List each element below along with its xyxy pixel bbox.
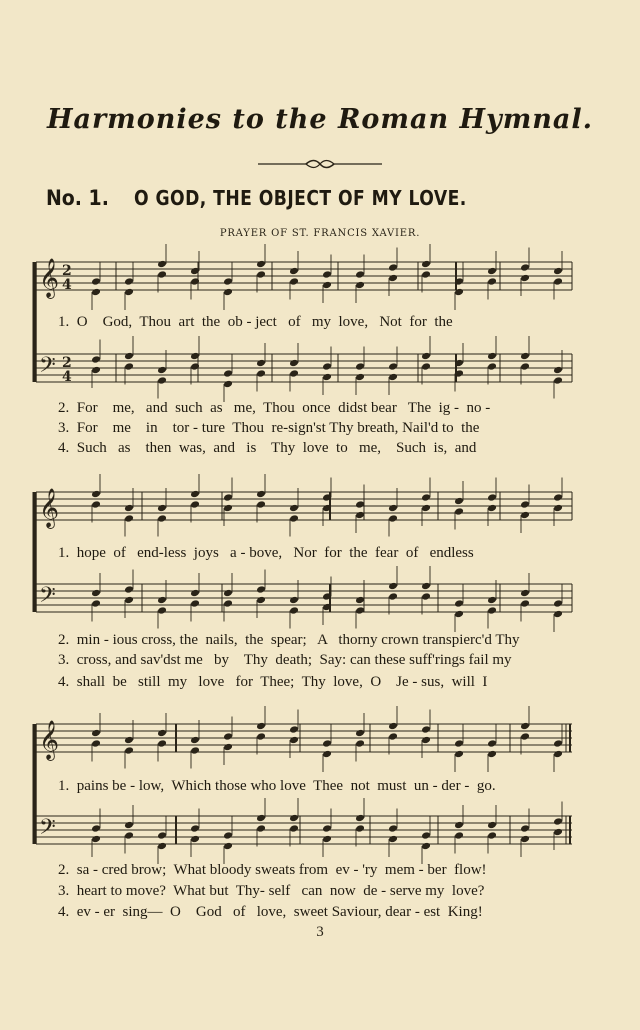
note-head [553,277,563,286]
note-head [322,270,332,279]
note-head [223,589,233,598]
note-head [487,352,497,361]
note-head [520,511,530,520]
note-head [91,599,101,608]
note-head [553,366,563,375]
note-head [91,824,101,833]
note-head [91,739,101,748]
verse-line: 3. cross, and sav'dst me by Thy death; Say: can these suff'rings fail my [58,652,512,668]
note-head [355,500,365,509]
note-head [388,824,398,833]
note-head [454,497,464,506]
note-head [289,824,299,833]
page-number: 3 [316,924,324,940]
note-head [355,606,365,615]
note-head [388,835,398,844]
note-head [520,722,530,731]
note-head [388,732,398,741]
note-head [157,729,167,738]
note-head [124,831,134,840]
note-head [487,362,497,371]
note-head [553,739,563,748]
note-head [157,606,167,615]
note-head [520,599,530,608]
note-head [388,362,398,371]
note-head [553,376,563,385]
note-head [454,739,464,748]
note-head [289,814,299,823]
note-head [223,743,233,752]
note-head [157,514,167,523]
note-head [289,277,299,286]
note-head [124,746,134,755]
note-head [91,288,101,297]
note-head [256,359,266,368]
note-head [487,493,497,502]
note-head [190,490,200,499]
note-head [553,750,563,759]
note-head [190,500,200,509]
note-head [487,739,497,748]
note-head [157,504,167,513]
note-head [322,362,332,371]
note-head [124,596,134,605]
treble-clef: 𝄞 [39,720,60,760]
note-head [124,288,134,297]
note-head [157,831,167,840]
verse-line: 4. ev - er sing— O God of love, sweet Saviour, dear - est King! [58,904,483,920]
note-head [256,585,266,594]
hymn-number: No. 1. [46,186,109,210]
note-head [487,277,497,286]
note-head [124,585,134,594]
note-head [487,831,497,840]
note-head [190,835,200,844]
note-head [289,736,299,745]
note-head [421,592,431,601]
note-head [421,362,431,371]
note-head [91,277,101,286]
note-head [289,369,299,378]
note-head [124,736,134,745]
hymn-title: O GOD, THE OBJECT OF MY LOVE. [134,186,467,210]
note-head [223,277,233,286]
note-head [289,606,299,615]
note-head [421,725,431,734]
note-head [421,352,431,361]
verse-line: 4. shall be still my love for Thee; Thy love, O Je - sus, will I [58,674,488,690]
note-head [520,824,530,833]
note-head [157,596,167,605]
note-head [454,507,464,516]
treble-clef: 𝄞 [39,258,60,298]
note-head [355,511,365,520]
note-head [223,369,233,378]
note-head [289,359,299,368]
note-head [553,817,563,826]
note-head [487,750,497,759]
note-head [388,274,398,283]
note-head [289,596,299,605]
bass-clef: 𝄢 [39,583,56,613]
note-head [190,736,200,745]
verse-1-line: 1. pains be - low, Which those who love Thee not must un - der - go. [58,778,496,794]
note-head [454,831,464,840]
note-head [388,504,398,513]
note-head [190,746,200,755]
note-head [520,263,530,272]
note-head [91,589,101,598]
note-head [157,270,167,279]
note-head [553,610,563,619]
note-head [223,380,233,389]
note-head [355,362,365,371]
note-head [355,824,365,833]
note-head [388,582,398,591]
note-head [157,260,167,269]
verse-1-line: 1. O God, Thou art the ob - ject of my love, Not for the [58,314,453,330]
note-head [388,722,398,731]
note-head [421,260,431,269]
time-signature: 2 [62,355,72,371]
note-head [289,514,299,523]
note-head [421,582,431,591]
note-head [553,599,563,608]
note-head [388,514,398,523]
note-head [553,267,563,276]
note-head [520,500,530,509]
note-head [421,736,431,745]
note-head [421,831,431,840]
note-head [421,842,431,851]
note-head [421,270,431,279]
note-head [355,270,365,279]
note-head [289,725,299,734]
note-head [256,490,266,499]
note-head [223,493,233,502]
note-head [256,260,266,269]
bass-clef: 𝄢 [39,353,56,383]
note-head [520,362,530,371]
verse-line: 3. For me in tor - ture Thou re-sign'st Thy breath, Nail'd to the [58,420,480,436]
note-head [322,739,332,748]
note-head [91,366,101,375]
note-head [487,596,497,605]
note-head [520,274,530,283]
note-head [322,750,332,759]
note-head [124,362,134,371]
time-signature: 4 [62,277,72,293]
note-head [454,750,464,759]
note-head [388,373,398,382]
note-head [91,355,101,364]
note-head [223,599,233,608]
note-head [124,352,134,361]
note-head [454,599,464,608]
note-head [553,504,563,513]
note-head [355,281,365,290]
note-head [256,814,266,823]
note-head [553,493,563,502]
bass-clef: 𝄢 [39,815,56,845]
note-head [421,504,431,513]
note-head [487,821,497,830]
verse-line: 2. min - ious cross, the nails, the spear; A thorny crown transpierc'd Thy [58,632,520,648]
note-head [190,589,200,598]
note-head [157,842,167,851]
page-title: Harmonies to the Roman Hymnal. [46,104,594,135]
note-head [91,490,101,499]
verse-line: 2. For me, and such as me, Thou once didst bear The ig - no - [58,400,491,416]
note-head [454,821,464,830]
note-head [289,504,299,513]
note-head [124,504,134,513]
note-head [124,514,134,523]
verse-1-line: 1. hope of end-less joys a - bove, Nor for the fear of endless [58,545,474,561]
note-head [223,288,233,297]
note-head [91,500,101,509]
note-head [223,831,233,840]
note-head [487,267,497,276]
note-head [256,722,266,731]
note-head [520,352,530,361]
time-signature: 4 [62,369,72,385]
note-head [322,835,332,844]
note-head [157,739,167,748]
note-head [388,263,398,272]
note-head [520,589,530,598]
note-head [157,366,167,375]
note-head [421,493,431,502]
note-head [91,835,101,844]
note-head [256,824,266,833]
note-head [190,824,200,833]
note-head [355,596,365,605]
note-head [454,610,464,619]
note-head [355,729,365,738]
note-head [256,500,266,509]
attribution: PRAYER OF ST. FRANCIS XAVIER. [219,228,421,239]
note-head [223,504,233,513]
note-head [289,267,299,276]
note-head [487,504,497,513]
verse-line: 2. sa - cred brow; What bloody sweats from ev - 'ry mem - ber flow! [58,862,487,878]
note-head [322,824,332,833]
note-head [223,842,233,851]
note-head [157,376,167,385]
note-head [520,835,530,844]
note-head [520,732,530,741]
note-head [355,739,365,748]
note-head [322,281,332,290]
note-head [91,729,101,738]
verse-line: 4. Such as then was, and is Thy love to me, Such is, and [58,440,477,456]
note-head [223,732,233,741]
note-head [553,828,563,837]
note-head [355,373,365,382]
note-head [256,596,266,605]
time-signature: 2 [62,263,72,279]
note-head [322,373,332,382]
note-head [355,814,365,823]
note-head [487,606,497,615]
treble-clef: 𝄞 [39,488,60,528]
note-head [124,821,134,830]
verse-line: 3. heart to move? What but Thy- self can now de - serve my love? [58,883,485,899]
note-head [190,599,200,608]
note-head [256,732,266,741]
note-head [256,369,266,378]
note-head [256,270,266,279]
note-head [124,277,134,286]
note-head [388,592,398,601]
